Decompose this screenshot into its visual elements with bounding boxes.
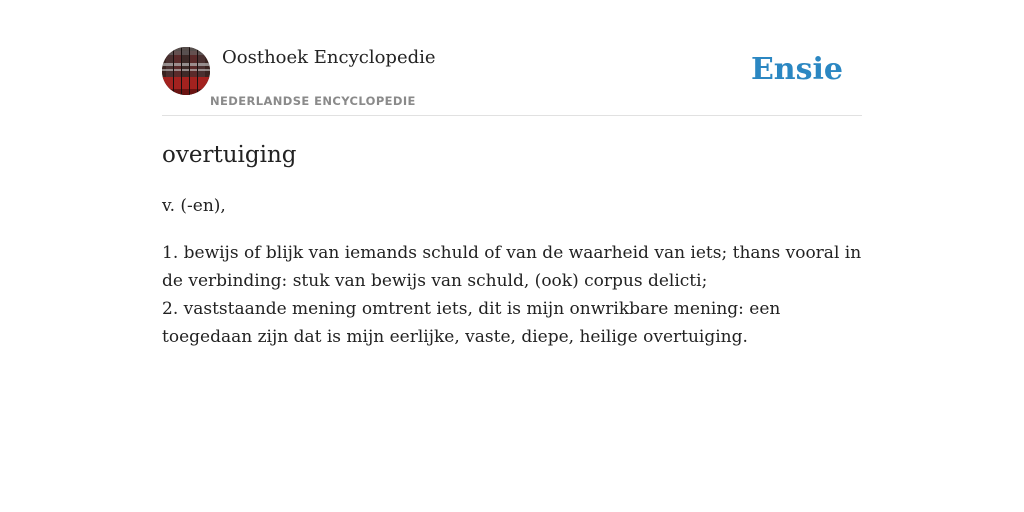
entry-definitions	[162, 239, 862, 351]
logo-image	[162, 47, 210, 95]
definition-item: 1. bewijs of blijk van iemands schuld of van de waarheid van iets; thans vooral in de verbinding: stuk van bewijs van schuld, (ook) corpus delicti;	[162, 243, 862, 291]
entry-grammar: v. (-en),	[162, 196, 226, 216]
ensie-brand-link[interactable]: Ensie	[750, 52, 843, 87]
entry-title: overtuiging	[162, 142, 297, 168]
site-header	[162, 46, 862, 116]
encyclopedia-books-icon[interactable]	[162, 47, 210, 95]
definition-item: 2. vaststaande mening omtrent iets, dit is mijn onwrikbare mening: een toegedaan zijn dat is mijn eerlijke, vaste, diepe, heilige overtuiging.	[162, 299, 781, 347]
site-subtitle: NEDERLANDSE ENCYCLOPEDIE	[210, 94, 416, 108]
page-container	[162, 0, 862, 351]
site-title-link[interactable]: Oosthoek Encyclopedie	[222, 47, 436, 68]
